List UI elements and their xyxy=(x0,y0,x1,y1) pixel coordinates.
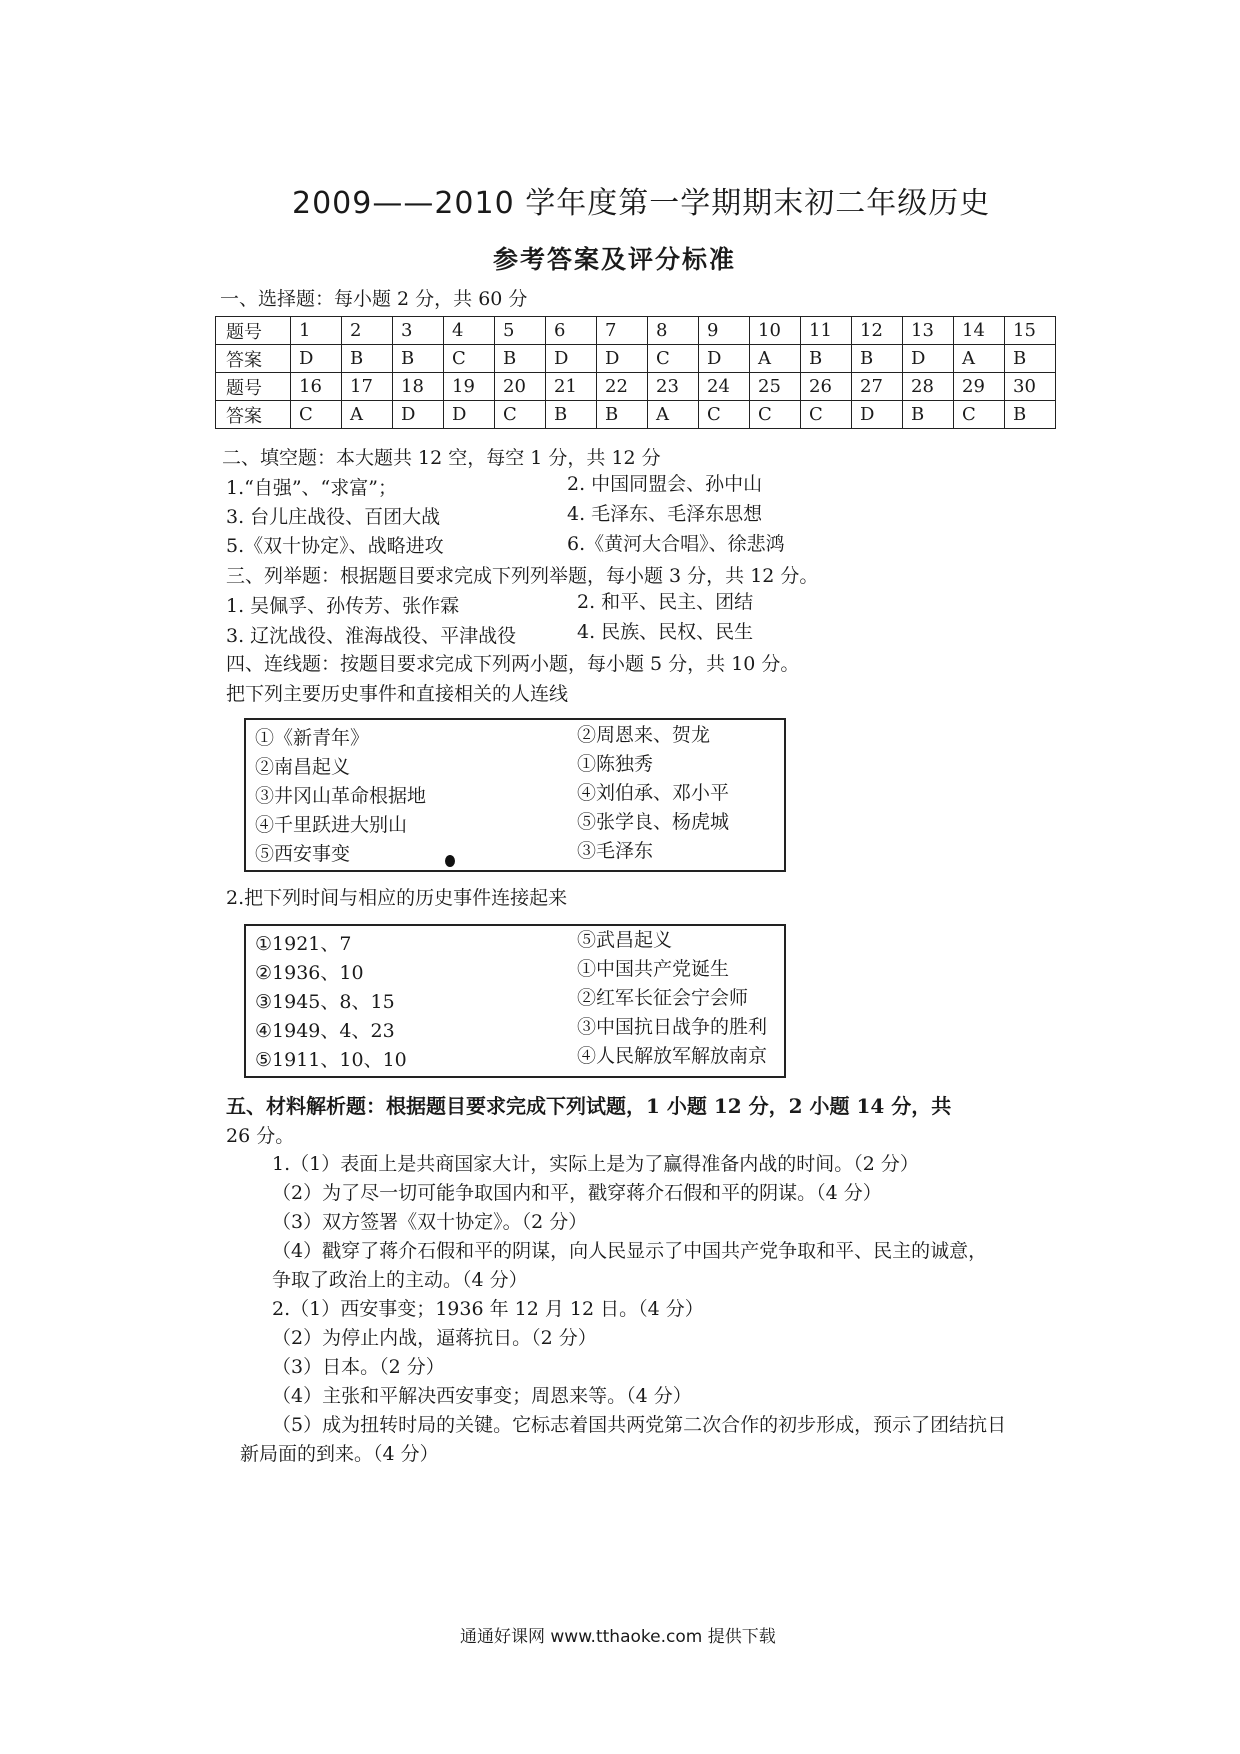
event-item: ①《新青年》 xyxy=(255,727,370,749)
analysis-line: （4）主张和平解决西安事变；周恩来等。（4 分） xyxy=(272,1385,692,1407)
person-item: ④刘伯承、邓小平 xyxy=(577,782,730,804)
table-cell: 19 xyxy=(444,373,495,401)
table-cell: 21 xyxy=(546,373,597,401)
table-cell: C xyxy=(648,345,699,373)
table-cell: A xyxy=(648,401,699,429)
table-cell: 14 xyxy=(954,317,1005,345)
table-cell: A xyxy=(750,345,801,373)
table-cell: B xyxy=(342,345,393,373)
list-answer-1: 1. 吴佩孚、孙传芳、张作霖 xyxy=(226,595,460,617)
table-cell: A xyxy=(342,401,393,429)
table-cell: 13 xyxy=(903,317,954,345)
analysis-line: 争取了政治上的主动。（4 分） xyxy=(272,1269,528,1291)
person-item: ②周恩来、贺龙 xyxy=(577,724,711,746)
table-cell: D xyxy=(546,345,597,373)
table-row xyxy=(216,401,1056,429)
table-row xyxy=(216,317,1056,345)
table-cell: B xyxy=(852,345,903,373)
person-item: ③毛泽东 xyxy=(577,840,654,862)
person-item: ⑤张学良、杨虎城 xyxy=(577,811,730,833)
table-cell: 18 xyxy=(393,373,444,401)
table-cell: C xyxy=(954,401,1005,429)
date-item: ⑤1911、10、10 xyxy=(255,1049,407,1071)
event-item: ⑤西安事变 xyxy=(255,843,351,865)
analysis-line: （5）成为扭转时局的关键。它标志着国共两党第二次合作的初步形成，预示了团结抗日 xyxy=(272,1414,1007,1436)
table-cell: 答案 xyxy=(216,401,291,429)
section5-heading-cont: 26 分。 xyxy=(226,1125,295,1147)
section3-heading: 三、列举题：根据题目要求完成下列列举题，每小题 3 分，共 12 分。 xyxy=(226,565,819,587)
list-answer-2: 2. 和平、民主、团结 xyxy=(577,591,754,613)
history-event-item: ⑤武昌起义 xyxy=(577,929,673,951)
analysis-line: 2.（1）西安事变；1936 年 12 月 12 日。（4 分） xyxy=(272,1298,704,1320)
history-event-item: ④人民解放军解放南京 xyxy=(577,1045,768,1067)
history-event-item: ②红军长征会宁会师 xyxy=(577,987,749,1009)
table-cell: 20 xyxy=(495,373,546,401)
fill-answer-4: 4. 毛泽东、毛泽东思想 xyxy=(567,503,763,525)
table-cell: 3 xyxy=(393,317,444,345)
analysis-line: （2）为了尽一切可能争取国内和平，戳穿蒋介石假和平的阴谋。（4 分） xyxy=(272,1182,882,1204)
footer-credit: 通通好课网 www.tthaoke.com 提供下载 xyxy=(460,1627,776,1647)
table-cell: 22 xyxy=(597,373,648,401)
table-cell: D xyxy=(903,345,954,373)
table-cell: B xyxy=(597,401,648,429)
analysis-line: （4）戳穿了蒋介石假和平的阴谋，向人民显示了中国共产党争取和平、民主的诚意， xyxy=(272,1240,988,1262)
table-cell: C xyxy=(291,401,342,429)
table-cell: 29 xyxy=(954,373,1005,401)
table-cell: 24 xyxy=(699,373,750,401)
table-cell: 12 xyxy=(852,317,903,345)
answer-table xyxy=(215,316,1056,429)
table-cell: 8 xyxy=(648,317,699,345)
table-cell: 9 xyxy=(699,317,750,345)
table-cell: B xyxy=(1005,345,1056,373)
fill-answer-1: 1.“自强”、“求富”； xyxy=(226,477,397,499)
table-cell: 7 xyxy=(597,317,648,345)
section4-heading: 四、连线题：按题目要求完成下列两小题，每小题 5 分，共 10 分。 xyxy=(226,653,800,675)
table-cell: C xyxy=(444,345,495,373)
table-cell: 30 xyxy=(1005,373,1056,401)
list-answer-4: 4. 民族、民权、民生 xyxy=(577,621,754,643)
event-item: ③井冈山革命根据地 xyxy=(255,785,427,807)
table-cell: C xyxy=(495,401,546,429)
table-cell: B xyxy=(801,345,852,373)
analysis-line: 1.（1）表面上是共商国家大计，实际上是为了赢得准备内战的时间。（2 分） xyxy=(272,1153,919,1175)
table-cell: 6 xyxy=(546,317,597,345)
table-cell: 1 xyxy=(291,317,342,345)
section2-heading: 二、填空题：本大题共 12 空，每空 1 分，共 12 分 xyxy=(222,447,661,469)
table-cell: C xyxy=(750,401,801,429)
table-cell: 17 xyxy=(342,373,393,401)
table-cell: 10 xyxy=(750,317,801,345)
history-event-item: ③中国抗日战争的胜利 xyxy=(577,1016,768,1038)
table-cell: D xyxy=(444,401,495,429)
table-cell: B xyxy=(495,345,546,373)
table-cell: A xyxy=(954,345,1005,373)
table-cell: 28 xyxy=(903,373,954,401)
analysis-line: 新局面的到来。（4 分） xyxy=(240,1443,439,1465)
page-title: 2009——2010 学年度第一学期期末初二年级历史 xyxy=(292,186,991,221)
table-cell: 11 xyxy=(801,317,852,345)
matching-prompt-2: 2.把下列时间与相应的历史事件连接起来 xyxy=(226,887,568,909)
date-item: ④1949、4、23 xyxy=(255,1020,395,1042)
table-cell: D xyxy=(291,345,342,373)
fill-answer-3: 3. 台儿庄战役、百团大战 xyxy=(226,506,441,528)
table-cell: 23 xyxy=(648,373,699,401)
table-cell: 25 xyxy=(750,373,801,401)
table-cell: 16 xyxy=(291,373,342,401)
analysis-line: （2）为停止内战，逼蒋抗日。（2 分） xyxy=(272,1327,597,1349)
fill-answer-6: 6.《黄河大合唱》、徐悲鸿 xyxy=(567,533,785,555)
date-item: ③1945、8、15 xyxy=(255,991,395,1013)
table-cell: 5 xyxy=(495,317,546,345)
table-cell: 答案 xyxy=(216,345,291,373)
fill-answer-5: 5.《双十协定》、战略进攻 xyxy=(226,535,444,557)
list-answer-3: 3. 辽沈战役、淮海战役、平津战役 xyxy=(226,625,517,647)
table-cell: C xyxy=(699,401,750,429)
table-cell: 2 xyxy=(342,317,393,345)
ink-dot xyxy=(445,855,455,867)
table-row xyxy=(216,345,1056,373)
table-cell: 26 xyxy=(801,373,852,401)
table-cell: 题号 xyxy=(216,317,291,345)
event-item: ②南昌起义 xyxy=(255,756,351,778)
table-cell: C xyxy=(801,401,852,429)
table-row xyxy=(216,373,1056,401)
section5-heading: 五、材料解析题：根据题目要求完成下列试题，1 小题 12 分，2 小题 14 分，共 xyxy=(226,1094,952,1118)
table-cell: B xyxy=(546,401,597,429)
analysis-line: （3）日本。（2 分） xyxy=(272,1356,445,1378)
event-item: ④千里跃进大别山 xyxy=(255,814,408,836)
matching-prompt-1: 把下列主要历史事件和直接相关的人连线 xyxy=(226,683,569,705)
date-item: ①1921、7 xyxy=(255,933,352,955)
fill-answer-2: 2. 中国同盟会、孙中山 xyxy=(567,473,763,495)
history-event-item: ①中国共产党诞生 xyxy=(577,958,730,980)
table-cell: D xyxy=(393,401,444,429)
table-cell: 4 xyxy=(444,317,495,345)
analysis-line: （3）双方签署《双十协定》。（2 分） xyxy=(272,1211,588,1233)
section1-heading: 一、选择题：每小题 2 分，共 60 分 xyxy=(220,288,528,310)
table-cell: 15 xyxy=(1005,317,1056,345)
table-cell: D xyxy=(597,345,648,373)
table-cell: 27 xyxy=(852,373,903,401)
table-cell: D xyxy=(699,345,750,373)
date-item: ②1936、10 xyxy=(255,962,364,984)
table-cell: D xyxy=(852,401,903,429)
table-cell: 题号 xyxy=(216,373,291,401)
table-cell: B xyxy=(1005,401,1056,429)
table-cell: B xyxy=(903,401,954,429)
table-cell: B xyxy=(393,345,444,373)
person-item: ①陈独秀 xyxy=(577,753,654,775)
page-subtitle: 参考答案及评分标准 xyxy=(493,245,737,274)
